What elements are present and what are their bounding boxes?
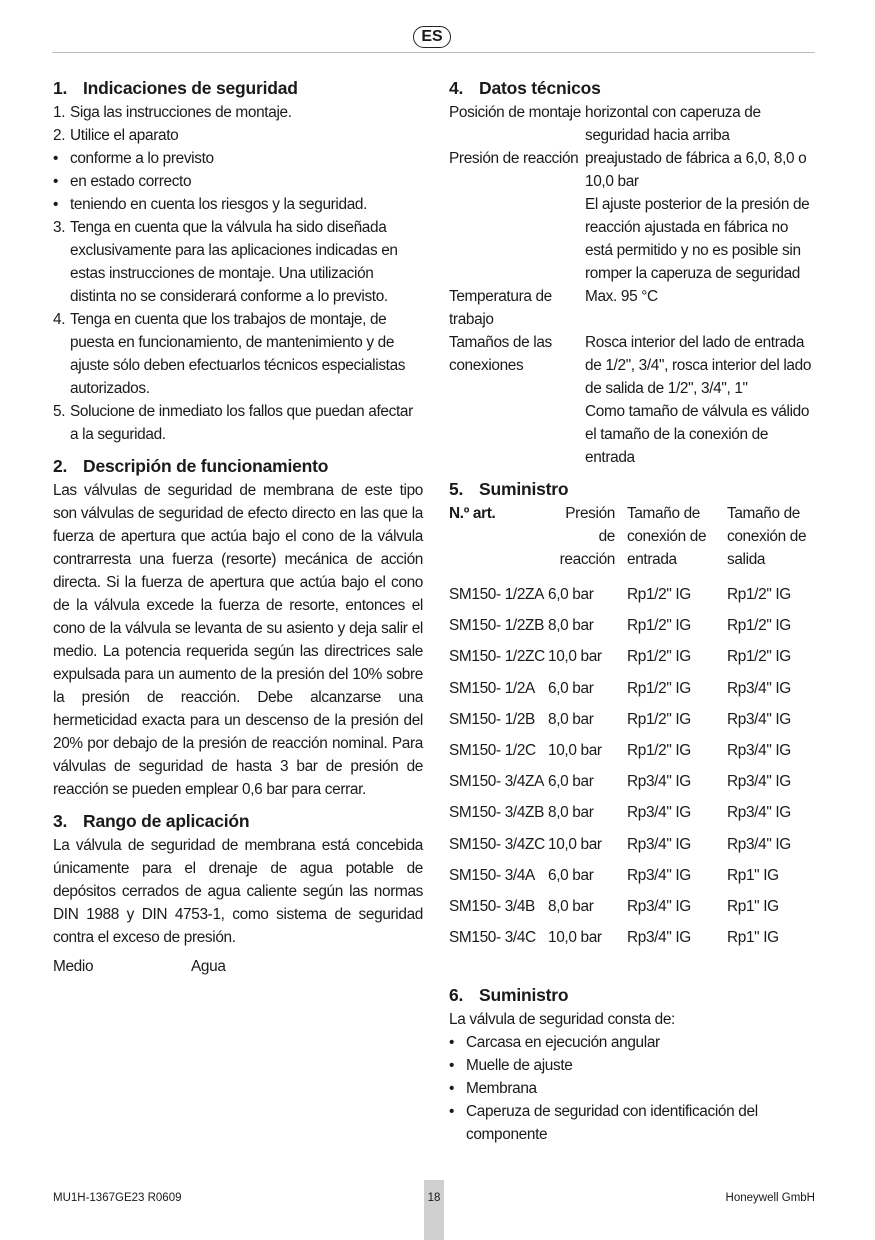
spec-label: Temperatura de trabajo — [449, 288, 552, 328]
right-column — [449, 76, 815, 1156]
list-item-text: conforme a lo previsto — [70, 150, 214, 167]
table-cell: 10,0 bar — [548, 929, 602, 947]
table-cell: Rp3/4" IG — [727, 773, 791, 791]
list-marker: 5. — [53, 403, 66, 420]
table-header: N.º art. — [449, 505, 496, 522]
spec-value-text: Max. 95 °C — [585, 288, 658, 305]
table-cell: 6,0 bar — [548, 679, 594, 697]
list-item-text: Membrana — [466, 1080, 537, 1098]
table-cell: Rp1/2" IG — [627, 742, 691, 760]
table-cell: 10,0 bar — [548, 742, 602, 760]
section-function — [53, 454, 423, 801]
section-title: 3. Rango de aplicación — [53, 811, 250, 831]
section-safety — [53, 76, 423, 446]
table-cell: SM150- 3/4ZA — [449, 773, 545, 791]
list-item-text: Tenga en cuenta que los trabajos de montaje, de puesta en funcionamiento, de mantenimiento y de ajuste sólo deben efectuarlos técnicos especialistas autorizados. — [70, 311, 406, 397]
section-technical-data — [449, 76, 815, 469]
spec-label: Posición de montaje — [449, 104, 581, 121]
language-badge: ES — [413, 26, 451, 48]
spec-value — [585, 101, 815, 147]
list-item — [53, 147, 423, 170]
list-item — [449, 1100, 815, 1146]
list-marker: 3. — [53, 219, 66, 236]
table-cell: Rp3/4" IG — [627, 773, 691, 791]
table-row — [449, 797, 815, 828]
list-marker: • — [53, 173, 59, 190]
table-cell: SM150- 3/4C — [449, 929, 536, 947]
bullet-icon: • — [449, 1103, 455, 1121]
list-marker: 4. — [53, 311, 66, 328]
table-cell: 10,0 bar — [548, 648, 602, 666]
list-marker: 2. — [53, 127, 66, 144]
table-row — [449, 641, 815, 672]
spec-label: Presión de reacción — [449, 150, 579, 167]
table-cell: Rp3/4" IG — [727, 804, 791, 822]
table-cell: Rp1" IG — [727, 897, 779, 915]
spec-value-text: horizontal con caperuza de seguridad hacia arriba — [585, 104, 761, 144]
table-cell: SM150- 3/4B — [449, 897, 535, 915]
table-cell: Rp1/2" IG — [627, 679, 691, 697]
list-marker: 1. — [53, 104, 66, 121]
list-item — [449, 1054, 815, 1077]
table-header: Tamaño de conexión de salida — [727, 505, 807, 568]
table-cell: SM150- 1/2ZA — [449, 586, 545, 604]
bullet-icon: • — [449, 1080, 455, 1098]
table-cell: SM150- 3/4A — [449, 866, 535, 884]
table-row — [449, 829, 815, 860]
list-item-text: en estado correcto — [70, 173, 192, 190]
spec-value-note: El ajuste posterior de la presión de reacción ajustada en fábrica no está permitido y no es posible sin romper la caperuza de seguridad — [585, 196, 810, 282]
table-row — [449, 610, 815, 641]
list-item — [53, 124, 423, 147]
table-cell: 6,0 bar — [548, 773, 594, 791]
table-cell: 8,0 bar — [548, 617, 594, 635]
list-item-text: Muelle de ajuste — [466, 1057, 573, 1075]
table-row — [449, 922, 815, 953]
table-cell: Rp1/2" IG — [627, 617, 691, 635]
table-cell: Rp1/2" IG — [627, 586, 691, 604]
list-item-text: teniendo en cuenta los riesgos y la seguridad. — [70, 196, 368, 213]
document-code: MU1H-1367GE23 R0609 — [53, 1192, 182, 1204]
section-title: 6. Suministro — [449, 985, 569, 1006]
table-row — [449, 673, 815, 704]
table-cell: SM150- 1/2B — [449, 710, 535, 728]
list-item — [53, 216, 423, 308]
list-item — [53, 400, 423, 446]
list-item — [53, 193, 423, 216]
table-cell: Rp3/4" IG — [727, 742, 791, 760]
spec-value-text: Rosca interior del lado de entrada de 1/2", 3/4", rosca interior del lado de salida de 1/2", 3/4", 1" — [585, 334, 812, 397]
list-marker: • — [53, 196, 59, 213]
table-cell: 10,0 bar — [548, 835, 602, 853]
left-column — [53, 76, 423, 988]
spec-row — [449, 285, 815, 331]
section-supply-table — [449, 477, 815, 953]
medium-value: Agua — [191, 958, 226, 975]
application-text: La válvula de seguridad de membrana está concebida únicamente para el drenaje de agua potable de depósitos cerrados de agua caliente según las normas DIN 1988 y DIN 4753-1, como sistema de seguridad contra el exceso de presión. — [53, 837, 423, 946]
table-header-row — [449, 502, 815, 579]
list-item-text: Siga las instrucciones de montaje. — [70, 104, 292, 121]
table-cell: 6,0 bar — [548, 586, 594, 604]
table-cell: Rp1/2" IG — [627, 648, 691, 666]
section-supply-contents — [449, 983, 815, 1146]
table-cell: Rp3/4" IG — [627, 929, 691, 947]
table-cell: Rp3/4" IG — [727, 835, 791, 853]
list-item — [53, 101, 423, 124]
list-item — [53, 170, 423, 193]
spec-value-note: Como tamaño de válvula es válido el tamaño de la conexión de entrada — [585, 403, 810, 466]
list-item-text: Carcasa en ejecución angular — [466, 1034, 660, 1052]
bullet-icon: • — [449, 1034, 455, 1052]
spec-label: Tamaños de las conexiones — [449, 334, 552, 374]
table-cell: Rp1" IG — [727, 929, 779, 947]
safety-list — [53, 101, 423, 446]
medium-label: Medio — [53, 958, 94, 975]
table-header: Presión de reacción — [559, 505, 615, 568]
list-item-text: Tenga en cuenta que la válvula ha sido diseñada exclusivamente para las aplicaciones indicadas en estas instrucciones de montaje. Una utilización distinta no se considerará conforme a lo previsto. — [70, 219, 398, 305]
section-title: 4. Datos técnicos — [449, 78, 601, 98]
table-cell: Rp1/2" IG — [727, 586, 791, 604]
table-cell: 8,0 bar — [548, 897, 594, 915]
table-cell: SM150- 1/2A — [449, 679, 535, 697]
table-cell: 8,0 bar — [548, 710, 594, 728]
table-row — [449, 704, 815, 735]
table-cell: Rp3/4" IG — [627, 866, 691, 884]
spec-value — [585, 331, 815, 469]
table-row — [449, 860, 815, 891]
table-cell: Rp1/2" IG — [727, 648, 791, 666]
spec-row — [449, 331, 815, 469]
contents-list — [449, 1031, 815, 1146]
table-cell: SM150- 1/2ZB — [449, 617, 545, 635]
technical-data-list — [449, 101, 815, 469]
table-cell: Rp3/4" IG — [627, 804, 691, 822]
table-cell: Rp3/4" IG — [627, 897, 691, 915]
list-item — [449, 1077, 815, 1100]
spec-row — [449, 147, 815, 285]
function-text: Las válvulas de seguridad de membrana de este tipo son válvulas de seguridad de efecto directo en las que la fuerza de apertura que actúa bajo el cono de la válvula contrarresta una fuerza (resorte) mecánica de acción directa. Si la fuerza de apertura que actúa bajo el cono de la válvula excede la fuerza de resorte, entonces el cono de la válvula se levanta de su asiento y deja salir el medio. La potencia requerida según las directrices sale expulsada para un aumento de la presión del 10% sobre la presión de reacción. Debe alcanzarse una hermeticidad exacta para un descenso de la presión del 20% por debajo de la presión de reacción nominal. Para válvulas de seguridad de hasta 3 bar de presión de reacción se pueden emplear 0,6 bar para cerrar. — [53, 482, 423, 798]
list-item-text: Solucione de inmediato los fallos que puedan afectar a la seguridad. — [70, 403, 413, 443]
bullet-icon: • — [449, 1057, 455, 1075]
contents-intro: La válvula de seguridad consta de: — [449, 1011, 675, 1029]
medium-row — [53, 955, 423, 978]
article-table — [449, 502, 815, 953]
list-item — [53, 308, 423, 400]
section-application — [53, 809, 423, 978]
spec-row — [449, 101, 815, 147]
table-cell: 8,0 bar — [548, 804, 594, 822]
list-marker: • — [53, 150, 59, 167]
table-cell: SM150- 1/2ZC — [449, 648, 545, 666]
spec-value — [585, 147, 815, 285]
table-cell: Rp3/4" IG — [727, 679, 791, 697]
list-item-text: Utilice el aparato — [70, 127, 179, 144]
list-item — [449, 1031, 815, 1054]
table-row — [449, 579, 815, 610]
page-number: 18 — [424, 1180, 444, 1240]
table-cell: Rp1/2" IG — [727, 617, 791, 635]
table-cell: 6,0 bar — [548, 866, 594, 884]
table-row — [449, 766, 815, 797]
table-cell: SM150- 1/2C — [449, 742, 536, 760]
table-cell: Rp1" IG — [727, 866, 779, 884]
table-cell: Rp1/2" IG — [627, 710, 691, 728]
table-cell: Rp3/4" IG — [727, 710, 791, 728]
spec-value-text: preajustado de fábrica a 6,0, 8,0 o 10,0 bar — [585, 150, 807, 190]
header-rule — [52, 52, 815, 53]
table-cell: SM150- 3/4ZB — [449, 804, 545, 822]
section-title: 1. Indicaciones de seguridad — [53, 78, 298, 98]
company-name: Honeywell GmbH — [725, 1192, 815, 1204]
table-row — [449, 891, 815, 922]
table-cell: SM150- 3/4ZC — [449, 835, 545, 853]
list-item-text: Caperuza de seguridad con identificación del componente — [466, 1103, 758, 1144]
table-row — [449, 735, 815, 766]
spec-value — [585, 285, 815, 331]
table-header: Tamaño de conexión de entrada — [627, 505, 707, 568]
section-title: 2. Descripión de funcionamiento — [53, 456, 329, 476]
section-title: 5. Suministro — [449, 479, 569, 499]
table-cell: Rp3/4" IG — [627, 835, 691, 853]
